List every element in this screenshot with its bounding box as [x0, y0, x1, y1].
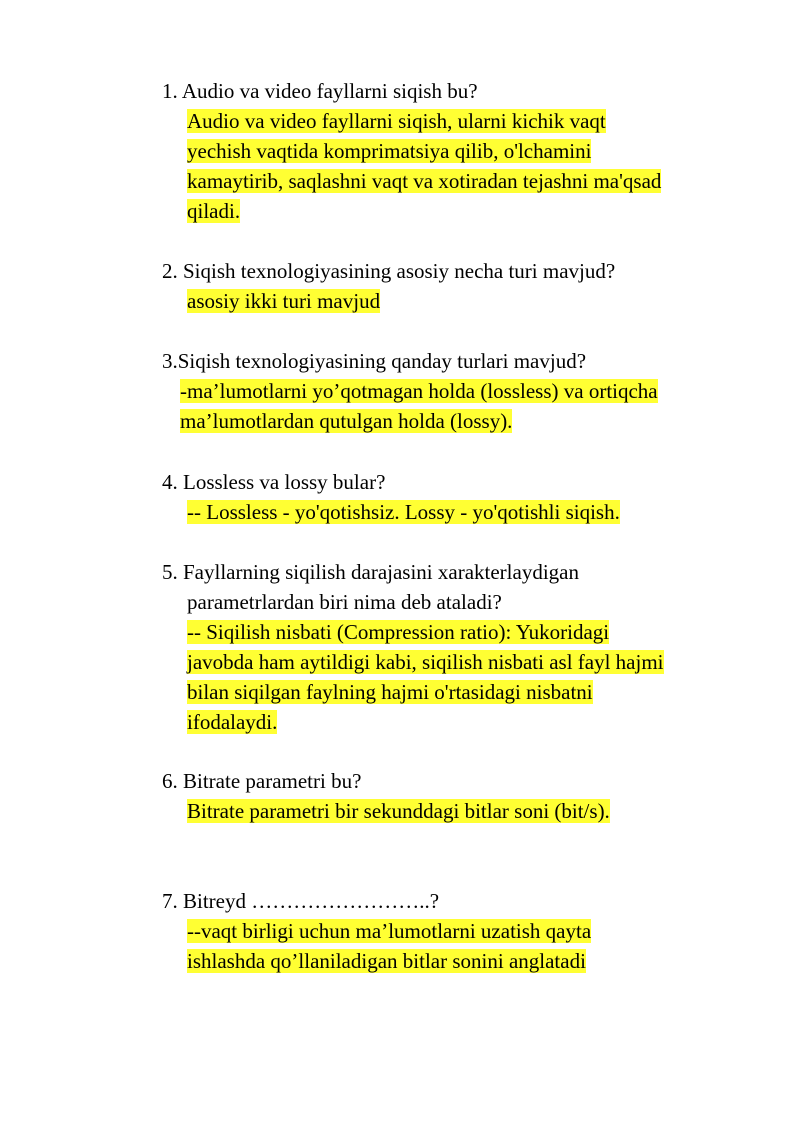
qa-item-6 [162, 766, 782, 826]
qa-item-2 [162, 256, 782, 316]
question-7: 7. Bitreyd ……………………..? [162, 889, 440, 913]
question-5-continuation: parametrlardan biri nima deb ataladi? [187, 590, 502, 614]
qa-item-3 [162, 346, 782, 436]
qa-item-7 [162, 886, 782, 976]
answer-5: -- Siqilish nisbati (Compression ratio): Yukoridagi javobda ham aytildigi kabi, siqilish nisbati asl fayl hajmi bilan siqilgan faylning hajmi o'rtasidagi nisbatni ifodalaydi. [187, 620, 664, 734]
answer-6: Bitrate parametri bir sekunddagi bitlar soni (bit/s). [187, 799, 610, 823]
answer-7: --vaqt birligi uchun ma’lumotlarni uzatish qayta ishlashda qo’llaniladigan bitlar sonini anglatadi [187, 919, 592, 973]
question-6: 6. Bitrate parametri bu? [162, 769, 362, 793]
answer-3: -ma’lumotlarni yo’qotmagan holda (lossless) va ortiqcha ma’lumotlardan qutulgan holda (lossy). [180, 379, 658, 433]
question-3: 3.Siqish texnologiyasining qanday turlari mavjud? [162, 349, 587, 373]
qa-item-1 [162, 76, 782, 226]
answer-2: asosiy ikki turi mavjud [187, 289, 381, 313]
question-5: 5. Fayllarning siqilish darajasini xarakterlaydigan [162, 560, 579, 584]
question-1: 1. Audio va video fayllarni siqish bu? [162, 79, 478, 103]
question-4: 4. Lossless va lossy bular? [162, 470, 386, 494]
answer-4: -- Lossless - yo'qotishsiz. Lossy - yo'qotishli siqish. [187, 500, 620, 524]
qa-item-4 [162, 467, 782, 527]
qa-item-5 [162, 557, 782, 737]
question-2: 2. Siqish texnologiyasining asosiy necha turi mavjud? [162, 259, 616, 283]
answer-1: Audio va video fayllarni siqish, ularni kichik vaqt yechish vaqtida komprimatsiya qilib, o'lchamini kamaytirib, saqlashni vaqt va xotiradan tejashni ma'qsad qiladi. [187, 109, 662, 223]
